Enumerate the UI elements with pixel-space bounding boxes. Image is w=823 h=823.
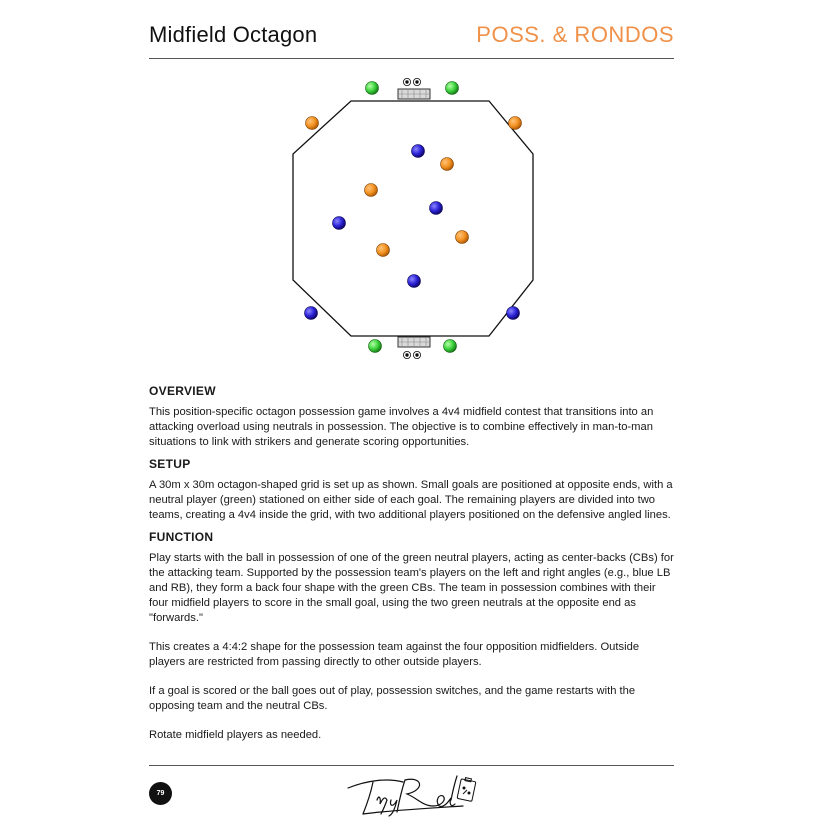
function-text-3: If a goal is scored or the ball goes out of play, possession switches, and the game restarts with the opposing team and the neutral CBs.	[149, 685, 636, 712]
top-small-goal-icon	[398, 89, 430, 99]
player-marker-icon	[444, 340, 457, 353]
clipboard-icon	[457, 778, 476, 802]
player-marker-icon	[430, 202, 443, 215]
octagon-grid	[293, 101, 533, 336]
function-text-2: This creates a 4:4:2 shape for the possession team against the four opposition midfielders. Outside players are restricted from passing directly to other outside players.	[149, 641, 640, 668]
page-number-badge: 79	[149, 782, 172, 805]
player-marker-icon	[366, 82, 379, 95]
player-marker-icon	[333, 217, 346, 230]
header-divider	[149, 58, 674, 59]
function-text-1: Play starts with the ball in possession of one of the green neutral players, acting as center-backs (CBs) for the attacking team. Supported by the possession team's players on the left and right angles (e.g., blue LB and RB), they form a back four shape with the green CBs. The team in possession combines with their four midfield players to score in the small goal, using the two green neutrals at the opposite end as "forwards."	[149, 552, 674, 624]
overview-text: This position-specific octagon possession game involves a 4v4 midfield contest that transitions into an attacking overload using neutrals in possession. The objective is to combine effectively in man-to-man situations to link with strikers and generate scoring opportunities.	[149, 406, 654, 448]
bottom-small-goal-icon	[398, 337, 430, 347]
session-description	[149, 384, 676, 750]
player-marker-icon	[412, 145, 425, 158]
page-title: Midfield Octagon	[149, 22, 318, 47]
function-text-4: Rotate midfield players as needed.	[149, 729, 322, 741]
overview-heading: OVERVIEW	[149, 384, 216, 398]
player-marker-icon	[365, 184, 378, 197]
player-marker-icon	[456, 231, 469, 244]
setup-text: A 30m x 30m octagon-shaped grid is set up as shown. Small goals are positioned at opposite ends, with a neutral player (green) stationed on either side of each goal. The remaining players are divided into two teams, creating a 4v4 inside the grid, with two additional players positioned on the defensive angled lines.	[149, 479, 673, 521]
setup-heading: SETUP	[149, 457, 191, 471]
player-marker-icon	[441, 158, 454, 171]
player-marker-icon	[509, 117, 522, 130]
author-signature-logo	[343, 770, 478, 818]
section-category: POSS. & RONDOS	[476, 22, 674, 47]
octagon-diagram	[220, 70, 620, 365]
player-marker-icon	[408, 275, 421, 288]
footer-divider	[149, 765, 674, 766]
player-marker-icon	[446, 82, 459, 95]
function-heading: FUNCTION	[149, 530, 214, 544]
player-marker-icon	[377, 244, 390, 257]
player-marker-icon	[306, 117, 319, 130]
player-marker-icon	[507, 307, 520, 320]
player-marker-icon	[305, 307, 318, 320]
player-marker-icon	[369, 340, 382, 353]
